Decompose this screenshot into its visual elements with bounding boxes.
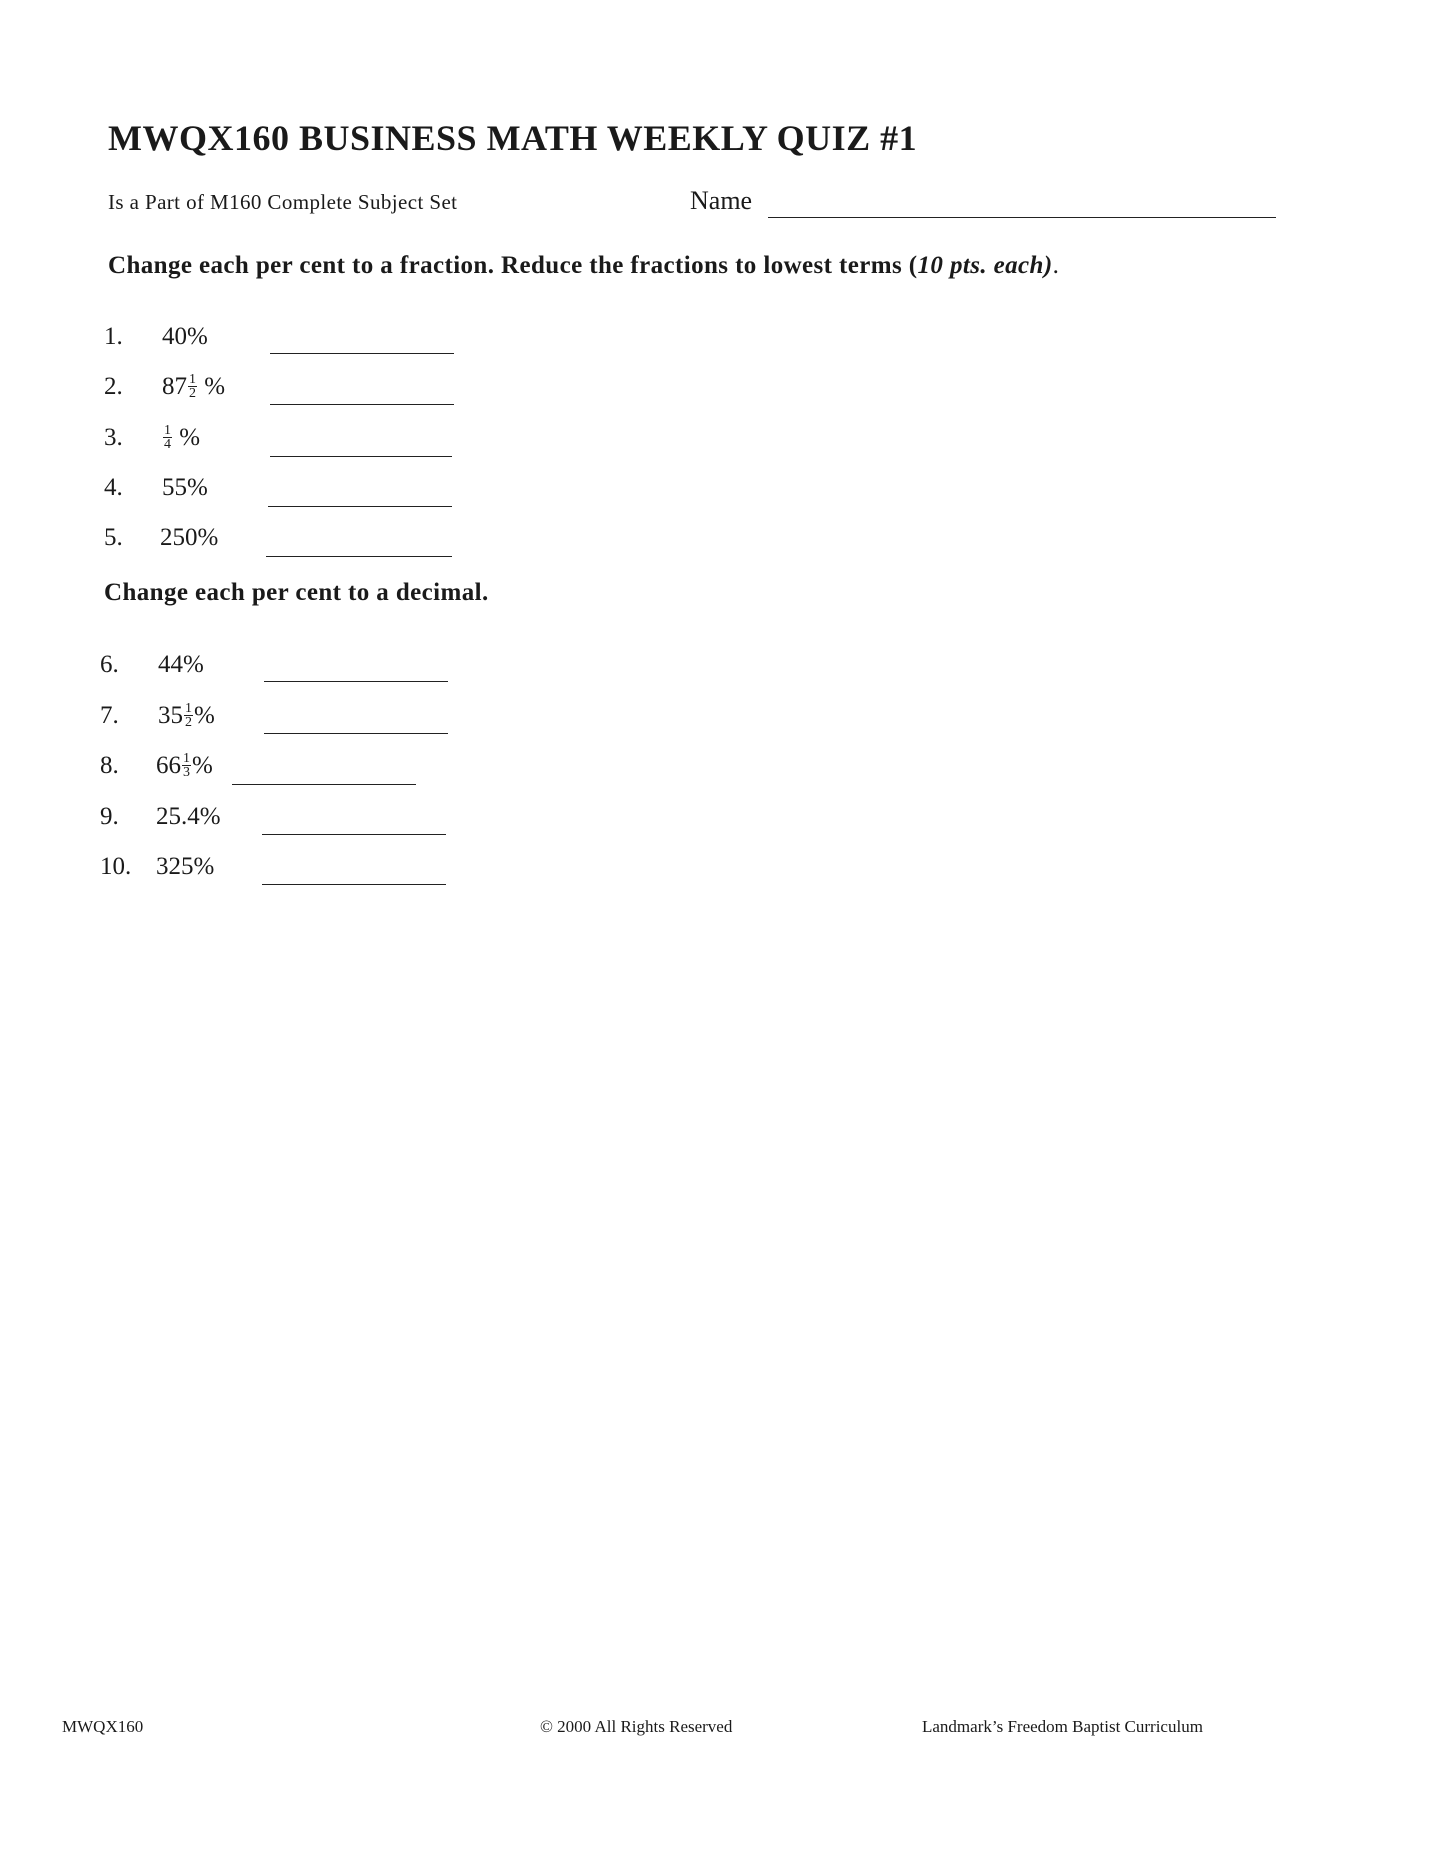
section-1-instruction-main: Change each per cent to a fraction. Reduce the fractions to lowest terms ( [108,252,918,279]
question-number: 9. [100,803,119,830]
answer-blank[interactable] [264,733,448,734]
quiz-title: MWQX160 BUSINESS MATH WEEKLY QUIZ #1 [108,118,918,158]
answer-blank[interactable] [270,456,452,457]
answer-blank[interactable] [262,834,446,835]
subject-set-note: Is a Part of M160 Complete Subject Set [108,190,458,214]
question-number: 3. [104,424,123,451]
answer-blank[interactable] [266,556,452,557]
answer-blank[interactable] [262,884,446,885]
question-value: 55% [162,474,208,501]
question-number: 8. [100,752,119,779]
question-value: 25.4% [156,803,221,830]
answer-blank[interactable] [270,353,454,354]
question-number: 1. [104,323,123,350]
fraction: $\frac{1}{2}$ [185,700,192,730]
section-1-instruction [108,252,1059,280]
name-field[interactable] [768,217,1276,218]
answer-blank[interactable] [264,681,448,682]
question-number: 4. [104,474,123,501]
question-value: 35 $\frac{1}{2}$ % [158,700,215,730]
question-value: $\frac{1}{4}$ % [164,422,201,452]
points-note: 10 pts. each) [917,252,1053,279]
question-number: 10. [100,853,132,880]
question-value: 44% [158,651,204,678]
section-2-instruction: Change each per cent to a decimal. [104,579,489,606]
footer-copyright: © 2000 All Rights Reserved [540,1717,733,1736]
question-number: 6. [100,651,119,678]
question-value: 87 $\frac{1}{2}$ % [162,371,226,401]
question-number: 2. [104,373,123,400]
question-value: 40% [162,323,208,350]
question-value: 250% [160,524,219,551]
question-number: 5. [104,524,123,551]
name-label: Name [690,186,753,215]
fraction: $\frac{1}{3}$ [183,750,190,780]
footer-code: MWQX160 [62,1717,144,1736]
question-number: 7. [100,702,119,729]
question-value: 325% [156,853,215,880]
footer-publisher: Landmark’s Freedom Baptist Curriculum [922,1717,1203,1736]
fraction: $\frac{1}{2}$ [189,371,196,401]
answer-blank[interactable] [270,404,454,405]
section-1-instruction-end: . [1052,252,1060,279]
answer-blank[interactable] [232,784,416,785]
fraction: $\frac{1}{4}$ [164,422,171,452]
question-value: 66 $\frac{1}{3}$ % [156,750,213,780]
answer-blank[interactable] [268,506,452,507]
